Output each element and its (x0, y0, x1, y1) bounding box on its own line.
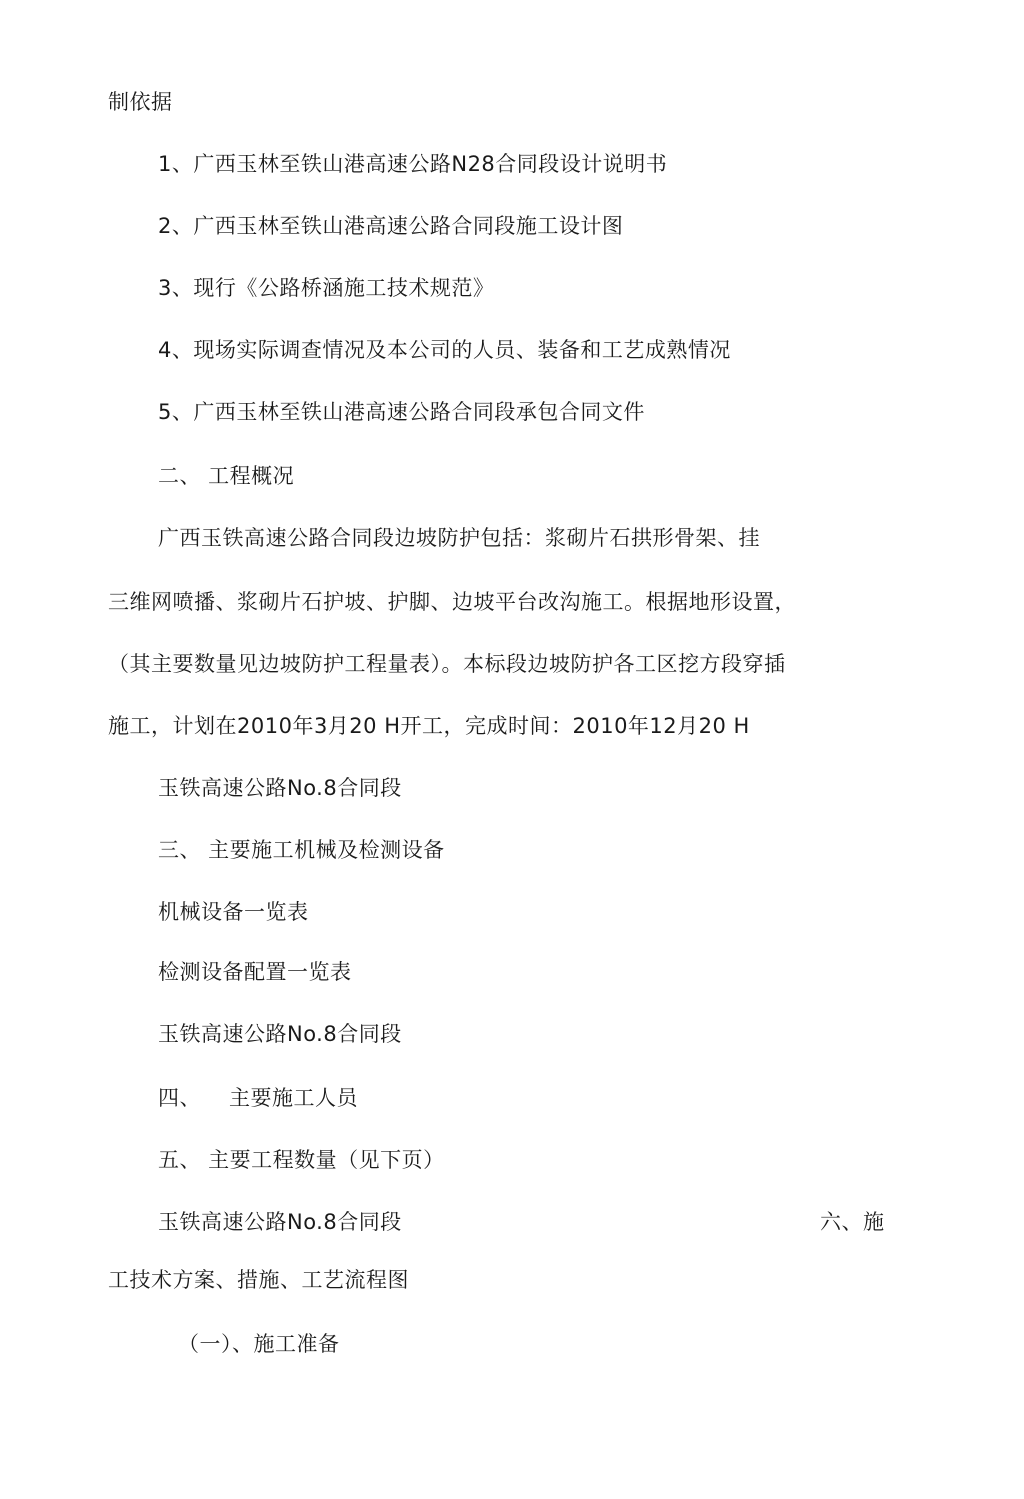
basis-heading-tail: 制依据 (108, 90, 173, 114)
testing-table-title: 检测设备配置一览表 (158, 960, 352, 984)
section-6-heading-end: 工技术方案、措施、工艺流程图 (108, 1268, 409, 1292)
section-4-number: 四、 (158, 1086, 201, 1110)
page-header-repeat: 玉铁高速公路No.8合同段 (158, 1210, 402, 1234)
basis-item-3: 3、现行《公路桥涵施工技术规范》 (158, 276, 495, 300)
overview-paragraph-line-3: （其主要数量见边坡防护工程量表）。本标段边坡防护各工区挖方段穿插 (108, 652, 786, 676)
section-5-heading: 五、 主要工程数量（见下页） (158, 1148, 445, 1172)
section-3-heading: 三、 主要施工机械及检测设备 (158, 838, 445, 862)
section-2-heading: 二、 工程概况 (158, 464, 295, 488)
page-header-repeat: 玉铁高速公路No.8合同段 (158, 1022, 402, 1046)
section-4-heading (158, 1084, 358, 1112)
machinery-table-title: 机械设备一览表 (158, 900, 309, 924)
overview-paragraph-line-2: 三维网喷播、浆砌片石护坡、护脚、边坡平台改沟施工。根据地形设置， (108, 590, 796, 614)
section-6-heading-start: 六、施 (820, 1210, 885, 1234)
basis-item-5: 5、广西玉林至铁山港高速公路合同段承包合同文件 (158, 400, 645, 424)
section-4-title: 主要施工人员 (229, 1086, 358, 1110)
basis-item-1: 1、广西玉林至铁山港高速公路N28合同段设计说明书 (158, 152, 668, 176)
subsection-1-heading: （一）、施工准备 (178, 1332, 340, 1356)
page-header-repeat: 玉铁高速公路No.8合同段 (158, 776, 402, 800)
basis-item-2: 2、广西玉林至铁山港高速公路合同段施工设计图 (158, 214, 624, 238)
overview-paragraph-line-1: 广西玉铁高速公路合同段边坡防护包括：浆砌片石拱形骨架、挂 (158, 526, 760, 550)
basis-item-4: 4、现场实际调查情况及本公司的人员、装备和工艺成熟情况 (158, 338, 731, 362)
overview-paragraph-line-4: 施工，计划在2010年3月20 H开工，完成时间：2010年12月20 H (108, 714, 750, 738)
